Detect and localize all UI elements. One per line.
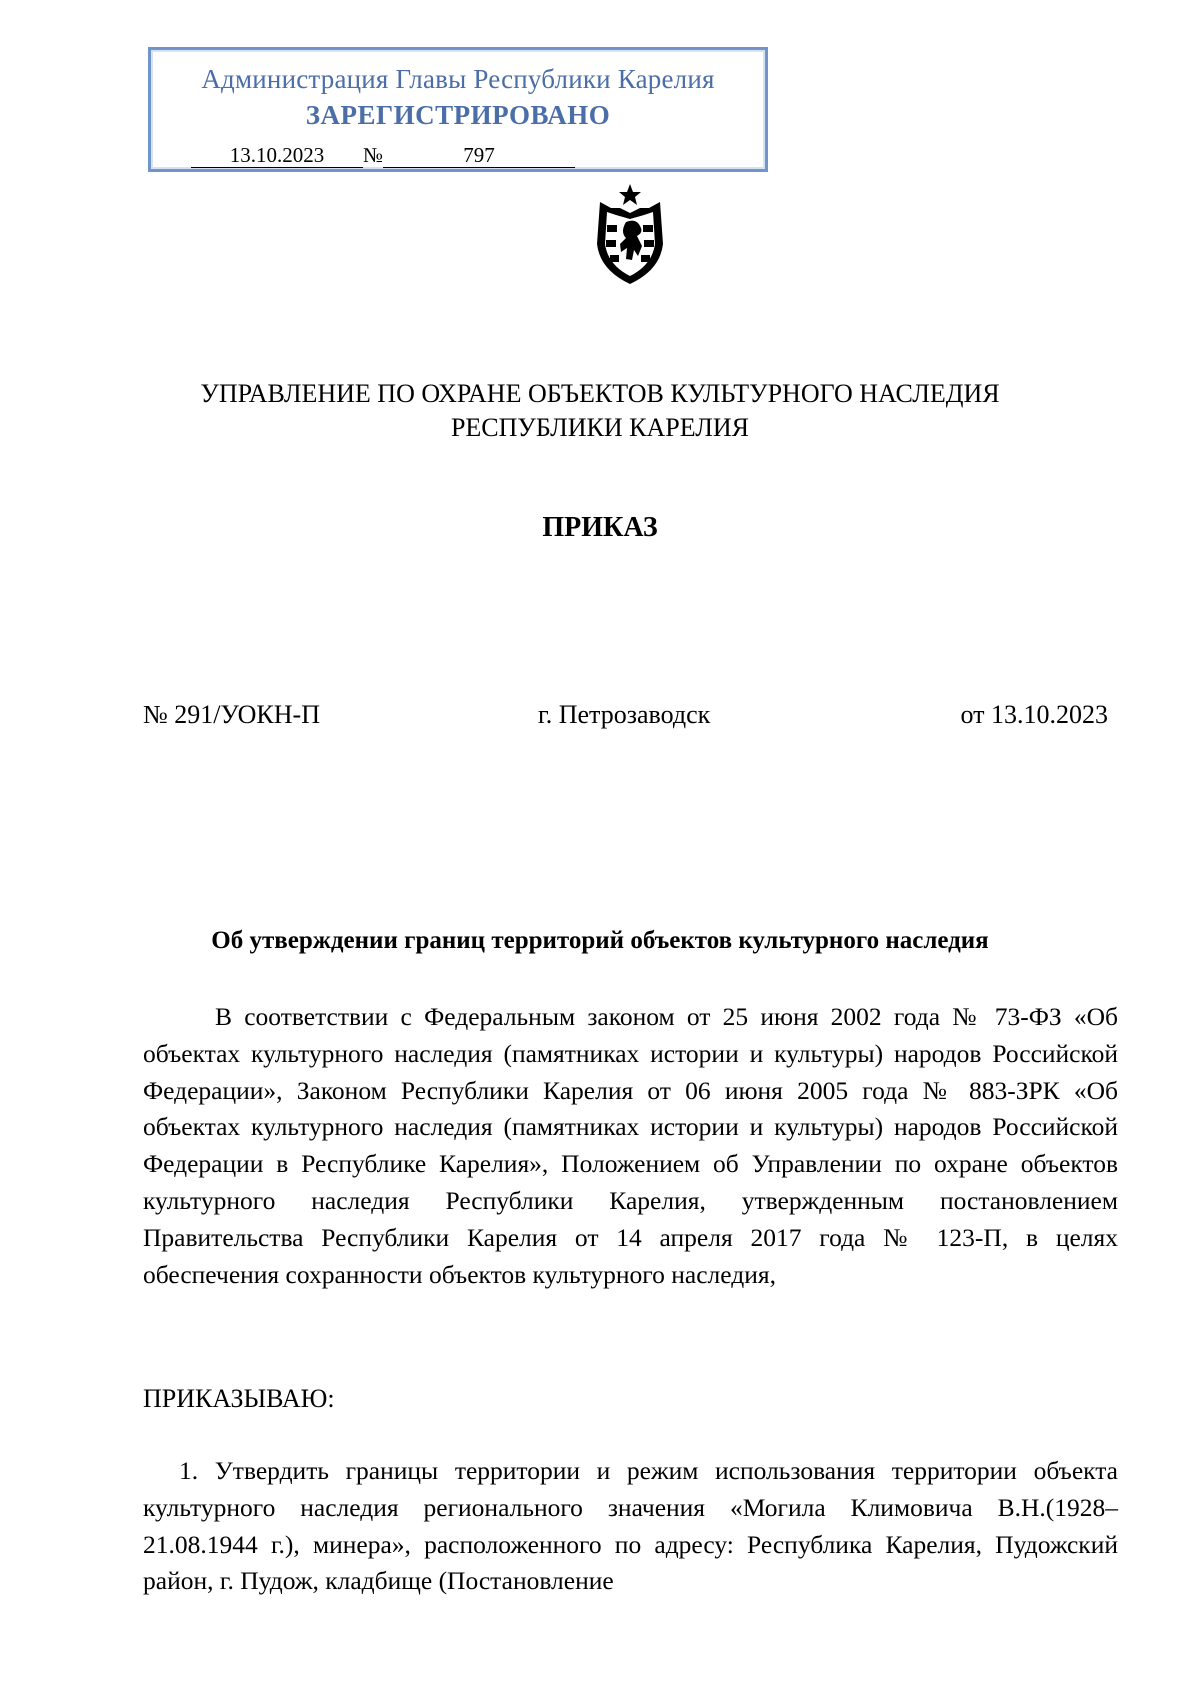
order-word: ПРИКАЗЫВАЮ: [143, 1384, 335, 1413]
organization-line-1: УПРАВЛЕНИЕ ПО ОХРАНЕ ОБЪЕКТОВ КУЛЬТУРНОГО НАСЛЕДИЯ [200, 379, 1000, 408]
stamp-organization: Администрация Главы Республики Карелия [201, 64, 715, 94]
stamp-date: 13.10.2023 [191, 143, 363, 168]
order-city: г. Петрозаводск [538, 700, 711, 729]
registration-stamp [148, 47, 768, 172]
order-number: № 291/УОКН-П [143, 700, 320, 729]
organization-line-2: РЕСПУБЛИКИ КАРЕЛИЯ [450, 413, 750, 442]
document-type: ПРИКАЗ [542, 512, 658, 543]
stamp-number-sign: № [363, 143, 384, 167]
preamble-paragraph: В соответствии с Федеральным законом от 25 июня 2002 года № 73-ФЗ «Об объектах культурного наследия (памятниках истории и культуры) народов Российской Федерации», Законом Республики Карелия от 06 июня 2005 года № 883-ЗРК «Об объектах культурного наследия (памятниках истории и культуры) народов Российской Федерации в Республике Карелия», Положением об Управлении по охране объектов культурного наследия Республики Карелия, утвержденным постановлением Правительства Республики Карелия от 14 апреля 2017 года № 123-П, в целях обеспечения сохранности объектов культурного наследия, [143, 1002, 1118, 1289]
stamp-number: 797 [383, 143, 575, 168]
stamp-registration-line [191, 143, 575, 168]
order-item-1: 1. Утвердить границы территории и режим использования территории объекта культурного наследия регионального значения «Могила Климовича В.Н.(1928–21.08.1944 г.), минера», расположенного по адресу: Республика Карелия, Пудожский район, г. Пудож, кладбище (Постановление [143, 1456, 1118, 1596]
stamp-status: ЗАРЕГИСТРИРОВАНО [305, 100, 611, 130]
order-date: от 13.10.2023 [960, 700, 1108, 729]
karelia-coat-of-arms-icon [580, 180, 680, 290]
document-title: Об утверждении границ территорий объектов культурного наследия [211, 927, 989, 954]
